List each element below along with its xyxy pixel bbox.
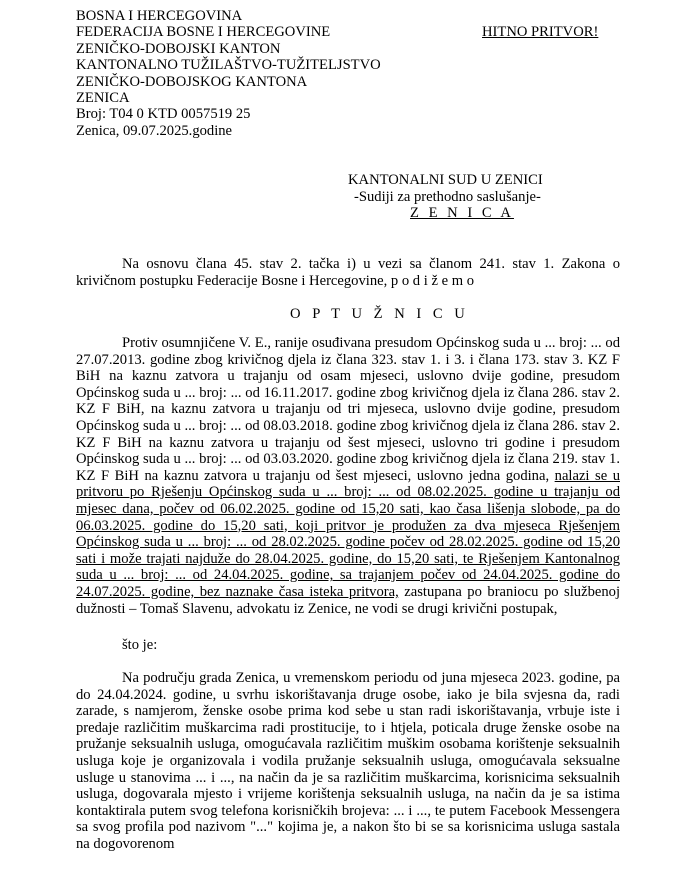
defense-counsel-text: zastupana po braniocu po službenoj dužnosti – Tomaš Slavenu, advokatu iz Zenice, ne vodi se drugi krivični postupak, [76,583,620,617]
intro-paragraph [76,256,620,289]
letterhead-line: ZENICA [76,90,130,107]
urgent-detention-notice: HITNO PRITVOR! [482,24,599,40]
letterhead [76,8,496,139]
letterhead-line: KANTONALNO TUŽILAŠTVO-TUŽITELJSTVO [76,57,381,74]
letterhead-line: BOSNA I HERCEGOVINA [76,8,243,24]
letterhead-line: FEDERACIJA BOSNE I HERCEGOVINE [76,24,331,41]
document-date: Zenica, 09.07.2025.godine [76,122,233,139]
detention-status-text: nalazi se u pritvoru po Rješenju Općinskog suda u ... broj: ... od 08.02.2025. godine u trajanju od mjesec dana, počev od 06.02.2025. godine od 15,20 sati, kao časa lišenja slobode, pa do 06.03.2025. godine do 15,20 sati, koji pritvor je produžen za dva mjeseca Rješenjem Općinskog suda u ... broj: ... od 28.02.2025. godine počev od 28.02.2025. godine od 15,20 sati i može trajati najduže do 28.04.2025. godine, do 15,20 sati, te Rješenjem Kantonalnog suda u ... broj: ... od 24.04.2025. godine, sa trajanjem počev od 24.04.2025. godine do 24.07.2025. godine, bez naznake časa isteka pritvora, [76,467,620,600]
addressee-city: Z E N I C A [410,205,514,222]
case-number: Broj: T04 0 KTD 0057519 25 [76,106,251,123]
addressee-court: KANTONALNI SUD U ZENICI [348,172,543,188]
charge-description-text: Na području grada Zenica, u vremenskom periodu od juna mjeseca 2023. godine, pa do 24.04.2024. godine, u svrhu iskorištavanja druge osobe, iako je bila svjesna da, radi zarade, s namjerom, ženske osobe prima kod sebe u stan radi iskorištavanja, vrbuje iste i predaje različitim muškarcima radi prostitucije, to i htjela, poticala druge ženske osobe na pružanje seksualnih usluga, omogućavala različitim muškim osobama korištenje seksualnih usluga koje je organizovala i vodila pružanje seksualnih usluga, omogućavala seksualne usluge u stanovima ... i ..., na način da je sa različitim muškarcima, korisnicima seksualnih usluga, dogovarala mjesto i vrijeme korištenja seksualnih usluga, na način da je sa istima kontaktirala putem svog telefona korisničkih brojeva: ... i ..., te putem Facebook Messengera sa svog profila pod nazivom "..." kojima je, a nakon što bi se sa korisnicima usluga sastala na dogovorenom [76,670,620,852]
document-title: O P T U Ž N I C U [290,306,469,322]
intro-text: Na osnovu člana 45. stav 2. tačka i) u vezi sa članom 241. stav 1. Zakona o krivičnom postupku Federacije Bosne i Hercegovine, p o d i ž e m o [76,256,620,289]
defendant-record-text: Protiv osumnjičene V. E., ranije osuđivana presudom Općinskog suda u ... broj: ... od 27.07.2013. godine zbog krivičnog djela iz člana 323. stav 1. i 3. i člana 173. stav 3. KZ F BiH na kaznu zatvora u trajanju od osam mjeseci, uslovno dvije godine, presudom Općinskog suda u ... broj: ... od 16.11.2017. godine zbog krivičnog djela iz člana 286. stav 2. KZ F BiH, na kaznu zatvora u trajanju od tri mjeseca, uslovno dvije godine, presudom Općinskog suda u ... broj: ... od 08.03.2018. godine zbog krivičnog djela iz člana 286. stav 2. KZ F BiH na kaznu zatvora u trajanju od šest mjeseci, uslovno tri godine i presudom Općinskog suda u ... broj: ... od 03.03.2020. godine zbog krivičnog djela iz člana 219. stav 1. KZ F BiH na kaznu zatvora u trajanju od šest mjeseci, uslovno jedna godina, [76,335,620,484]
letterhead-line: ZENIČKO-DOBOJSKI KANTON [76,40,281,57]
addressee-block [348,172,568,222]
defendant-paragraph [76,335,620,617]
letterhead-line: ZENIČKO-DOBOJSKOG KANTONA [76,73,308,90]
addressee-judge: -Sudiji za prethodno saslušanje- [354,188,541,205]
charge-description-paragraph [76,670,620,853]
sto-je-label: što je: [122,637,158,653]
